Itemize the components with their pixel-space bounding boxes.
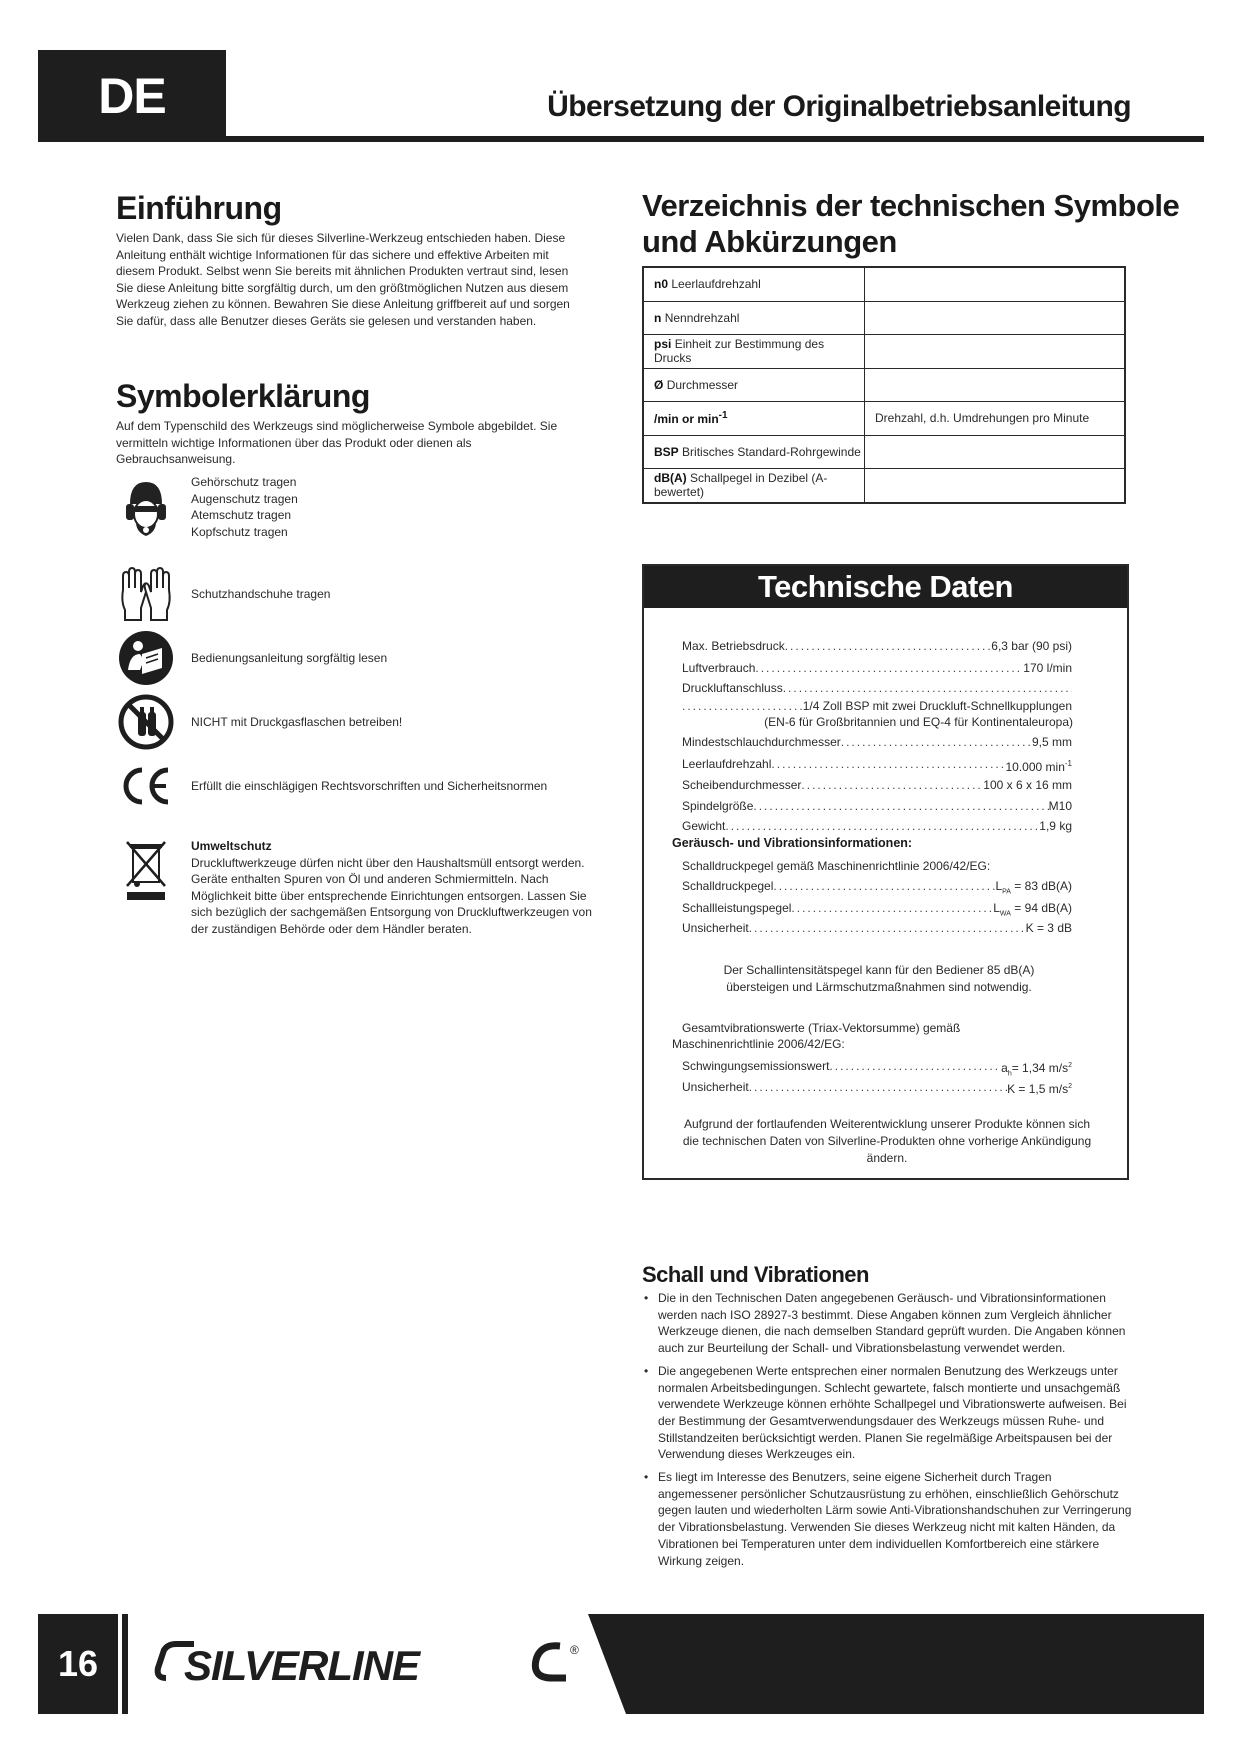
abbrev-cell (643, 469, 865, 503)
symbol-gloves (116, 564, 331, 624)
spec-value (995, 878, 1072, 900)
gloves-icon (116, 564, 176, 624)
symbol-subscript: WA (999, 910, 1011, 918)
abbrev-cell (643, 301, 865, 335)
abbrev-cell (643, 402, 865, 436)
language-code: DE (98, 68, 166, 124)
spec-label: Schwingungsemissionswert (682, 1059, 830, 1073)
abbrev-symbol: psi (654, 337, 672, 352)
abbrev-symbol: BSP (654, 444, 679, 459)
spec-no-load-speed (682, 756, 1072, 775)
speed-superscript: -1 (1064, 759, 1072, 768)
tech-data-title: Technische Daten (644, 566, 1127, 608)
spec-label: Spindelgröße (682, 799, 754, 813)
environment-text (191, 838, 611, 937)
symbol-manual (116, 628, 388, 688)
brand-wordmark: SILVERLINE (184, 1642, 420, 1689)
symbol-letter: L (995, 879, 1003, 893)
abbrev-desc: Britisches Standard-Rohrgewinde (682, 444, 861, 459)
symbol-letter: a (1001, 1061, 1008, 1075)
spec-value: 170 l/min (1023, 661, 1072, 675)
spec-spindle (682, 798, 1072, 814)
noise-vibration-heading: Geräusch- und Vibrationsinformationen: (672, 836, 913, 850)
symbols-title: Symbolerklärung (116, 378, 370, 414)
no-gas-cylinder-icon (116, 692, 176, 752)
abbrev-symbol: n0 (654, 277, 669, 292)
manual-text: Bedienungsanleitung sorgfältig lesen (191, 651, 388, 665)
abbrev-table (642, 266, 1126, 504)
symbol-number: = 1,34 m/s (1011, 1061, 1069, 1075)
vibration-intro-2: Maschinenrichtlinie 2006/42/EG: (672, 1037, 845, 1051)
spec-label: Unsicherheit (682, 1080, 749, 1094)
symbol-number: = 83 dB(A) (1014, 879, 1072, 893)
abbrev-extra: Drehzahl, d.h. Umdrehungen pro Minute (865, 402, 1126, 436)
spec-label: Max. Betriebsdruck (682, 639, 785, 653)
intro-title: Einführung (116, 190, 282, 226)
table-row (643, 368, 1125, 402)
spec-label: Schalldruckpegel (682, 879, 774, 893)
vibration-intro-1: Gesamtvibrationswerte (Triax-Vektorsumme) gemäß (682, 1021, 961, 1035)
list-item: • Die angegebenen Werte entsprechen einer normalen Benutzung des Werkzeugs unter normalen Arbeitsbedingungen. Schlecht gewartete, falsch montierte und unsachgemäß verwendete Werkzeuge können erhöhte Schallpegel und Vibrationswerte aufweisen. Bei der Bestimmung der Gesamtverwendungsdauer des Werkzeugs müssen Ruhe- und Stillstandzeiten berücksichtigt werden. Planen Sie regelmäßige Arbeitspausen bei der Verwendung dieses Werkzeuges ein. (642, 1363, 1132, 1463)
noise-bullet-list (642, 1290, 1132, 1575)
header-rule (38, 136, 1204, 142)
ppe-head-icon (116, 480, 176, 540)
symbol-subscript: PA (1002, 888, 1011, 896)
table-row (643, 402, 1125, 436)
brand-logo-band (128, 1614, 1204, 1714)
registered-mark: ® (570, 1643, 579, 1657)
symbol-gas (116, 692, 403, 752)
manual-icon (116, 628, 176, 688)
symbol-environment (116, 838, 592, 936)
symbol-ppe (116, 475, 298, 540)
intro-text: Vielen Dank, dass Sie sich für dieses Silverline-Werkzeug entschieden haben. Diese Anleitung enthält wichtige Informationen für das sichere und effektive Arbeiten mit diesem Produkt. Selbst wenn Sie bereits mit ähnlichen Produkten vertraut sind, lesen Sie diese Anleitung bitte sorgfältig durch, um den größtmöglichen Nutzen aus diesem Werkzeug ziehen zu können. Bewahren Sie diese Anleitung griffbereit auf und sorgen Sie dafür, dass alle Benutzer dieses Geräts sie gelesen und verstanden haben. (116, 231, 570, 328)
unit-superscript: 2 (1068, 1062, 1072, 1069)
noise-section-title: Schall und Vibrationen (642, 1262, 869, 1287)
abbrev-symbol: /min or min (654, 412, 719, 427)
abbrev-desc: Schallpegel in Dezibel (A-bewertet) (654, 471, 828, 500)
spec-value: 6,3 bar (90 psi) (991, 639, 1072, 653)
spec-sound-pressure (682, 878, 1072, 900)
abbrev-symbol: Ø (654, 377, 664, 392)
page-number: 16 (57, 1643, 99, 1684)
spec-label: Leerlaufdrehzahl (682, 757, 772, 771)
abbrev-symbol: dB(A) (654, 471, 687, 486)
spec-uncertainty-vibration (682, 1079, 1072, 1097)
spec-value: M10 (1048, 799, 1072, 813)
abbrev-symbol: n (654, 310, 662, 325)
noise-warning: Der Schallintensitätspegel kann für den Bediener 85 dB(A) übersteigen und Lärmschutzmaßnahmen sind notwendig. (723, 963, 1035, 994)
spec-value: K = 3 dB (1025, 921, 1072, 935)
spec-label: Scheibendurchmesser (682, 778, 802, 792)
footer-separator (118, 1614, 122, 1714)
abbrev-desc: Leerlaufdrehzahl (671, 277, 761, 292)
symbol-subscript: h (1007, 1070, 1012, 1078)
ppe-head: Kopfschutz tragen (191, 524, 288, 539)
abbrev-superscript: -1 (718, 410, 728, 422)
abbrev-extra (865, 301, 1126, 335)
page-title: Übersetzung der Originalbetriebsanleitung (547, 90, 1131, 123)
gas-text: NICHT mit Druckgasflaschen betreiben! (191, 715, 403, 729)
spec-value: 1,9 kg (1039, 819, 1072, 833)
symbol-letter: L (993, 901, 1000, 915)
spec-max-pressure (682, 638, 1072, 654)
abbrev-extra (865, 335, 1126, 369)
abbrev-extra (865, 435, 1126, 469)
abbrev-desc: Nenndrehzahl (664, 310, 740, 325)
spec-value (1006, 756, 1073, 775)
abbrev-cell (643, 435, 865, 469)
spec-label: Unsicherheit (682, 921, 749, 935)
symbol-ce (116, 756, 548, 816)
table-row (643, 267, 1125, 301)
ppe-text (191, 474, 391, 540)
spec-value: 100 x 6 x 16 mm (983, 778, 1072, 792)
table-row (643, 435, 1125, 469)
ppe-eye: Augenschutz tragen (191, 491, 298, 506)
speed-value: 10.000 min (1005, 760, 1065, 774)
table-row (643, 301, 1125, 335)
spec-air-inlet-note: (EN-6 für Großbritannien und EQ-4 für Kontinentaleuropa) (764, 715, 1073, 729)
language-badge (38, 50, 226, 142)
abbrev-extra (865, 469, 1126, 503)
abbrev-title (642, 188, 1179, 260)
symbols-text: Auf dem Typenschild des Werkzeugs sind möglicherweise Symbole abgebildet. Sie vermitteln wichtige Informationen über das Produkt oder dienen als Gebrauchsanweisung. (116, 419, 558, 466)
table-row (643, 335, 1125, 369)
tech-disclaimer: Aufgrund der fortlaufenden Weiterentwicklung unserer Produkte können sich die technischen Daten von Silverline-Produkten ohne vorherige Ankündigung ändern. (682, 1117, 1092, 1165)
ce-mark-icon (116, 756, 176, 816)
environment-title: Umweltschutz (191, 839, 272, 853)
spec-air-inlet (682, 680, 1072, 696)
ppe-hearing: Gehörschutz tragen (191, 475, 297, 489)
list-item: • Die in den Technischen Daten angegebenen Geräusch- und Vibrationsinformationen werden nach ISO 28927-3 bestimmt. Diese Angaben können zum Vergleich ähnlicher Werkzeuge dienen, die nach demselben Standard geprüft wurden. Die Angaben können auch zur Beurteilung der Schall- und Vibrationsbelastung verwendet werden. (642, 1290, 1132, 1357)
weee-bin-icon (116, 838, 176, 898)
abbrev-desc: Einheit zur Bestimmung des Drucks (654, 337, 825, 366)
page-footer (38, 1614, 1204, 1714)
spec-value: 1/4 Zoll BSP mit zwei Druckluft-Schnellkupplungen (802, 699, 1072, 713)
abbrev-title-line1: Verzeichnis der technischen Symbole (642, 188, 1180, 223)
list-item: • Es liegt im Interesse des Benutzers, seine eigene Sicherheit durch Tragen angemessener persönlicher Schutzausrüstung zu erhöhen, einschließlich Gehörschutz gegen lauten und wiederholten Lärm sowie Anti-Vibrationshandschuhen zur Verringerung der Vibrationsbelastung. Verwenden Sie dieses Werkzeug nicht mit kalten Händen, da Vibrationen bei Temperaturen unter dem individuellen Komfortbereich eine stärkere Wirkung zeigen. (642, 1469, 1132, 1569)
spec-label: Mindestschlauchdurchmesser (682, 735, 841, 749)
spec-label: Druckluftanschluss (682, 681, 783, 695)
spec-air-consumption (682, 660, 1072, 676)
abbrev-cell (643, 267, 865, 301)
abbrev-cell (643, 368, 865, 402)
tech-data-box (642, 564, 1129, 1180)
unit-superscript: 2 (1068, 1083, 1072, 1090)
table-row (643, 469, 1125, 503)
uncertainty-value: K = 1,5 m/s (1007, 1082, 1069, 1096)
spec-uncertainty-sound (682, 920, 1072, 936)
spec-label: Luftverbrauch (682, 661, 756, 675)
ppe-breath: Atemschutz tragen (191, 508, 292, 522)
spec-min-hose (682, 734, 1072, 750)
spec-weight (682, 818, 1072, 834)
abbrev-extra (865, 267, 1126, 301)
spec-value: 9,5 mm (1031, 735, 1072, 749)
spec-value (1007, 1079, 1072, 1097)
environment-body: Druckluftwerkzeuge dürfen nicht über den Haushaltsmüll entsorgt werden. Geräte enthalten Spuren von Öl und anderen Schmiermitteln. Nach Möglichkeit bitte über entsprechende Einrichtungen entsorgen. Lassen Sie sich bezüglich der sachgemäßen Entsorgung von Druckluftwerkzeugen von der zuständigen Behörde oder dem Händler beraten. (191, 855, 592, 936)
abbrev-title-line2: und Abkürzungen (642, 224, 897, 259)
spec-label: Gewicht (682, 819, 726, 833)
abbrev-desc: Durchmesser (666, 377, 739, 392)
spec-label: Schallleistungspegel (682, 901, 792, 915)
gloves-text: Schutzhandschuhe tragen (191, 587, 331, 601)
sound-pressure-intro: Schalldruckpegel gemäß Maschinenrichtlinie 2006/42/EG: (682, 859, 991, 873)
ce-text: Erfüllt die einschlägigen Rechtsvorschriften und Sicherheitsnormen (191, 779, 548, 793)
abbrev-extra (865, 368, 1126, 402)
symbol-number: = 94 dB(A) (1014, 901, 1072, 915)
spec-disc-diameter (682, 777, 1072, 793)
spec-air-inlet-value (682, 698, 1072, 714)
abbrev-cell (643, 335, 865, 369)
